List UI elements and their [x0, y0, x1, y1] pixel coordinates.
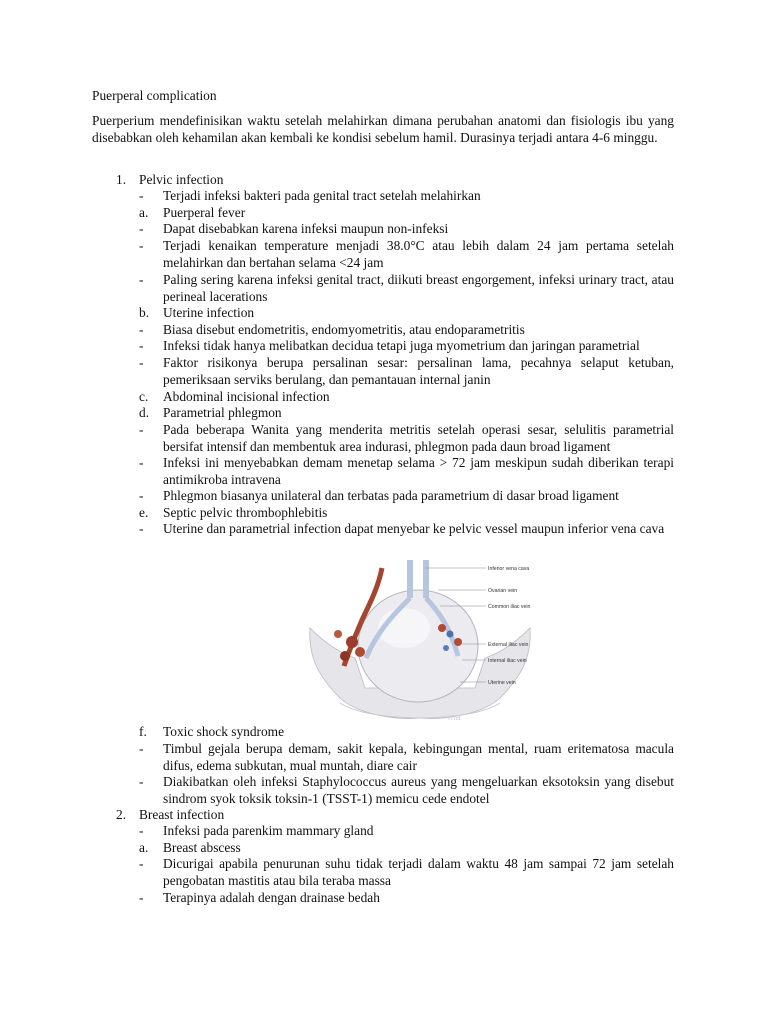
figure-label: Internal iliac vein — [488, 658, 527, 664]
bullet-dash: - — [139, 338, 144, 353]
bullet-dash: - — [139, 238, 144, 253]
bullet-dash: - — [139, 823, 144, 838]
bullet-text: Infeksi pada parenkim mammary gland — [163, 823, 374, 838]
subsection-mark: d. — [139, 405, 150, 420]
doc-title: Puerperal complication — [92, 88, 217, 103]
bullet-text: Infeksi tidak hanya melibatkan decidua tetapi juga myometrium dan jaringan parametrial — [163, 338, 640, 353]
bullet-dash: - — [139, 221, 144, 236]
section-title: Pelvic infection — [139, 172, 224, 187]
bullet-text: Paling sering karena infeksi genital tract, diikuti breast engorgement, infeksi urinary tract, atau perineal lacerations — [163, 272, 674, 304]
subsection-mark: b. — [139, 305, 150, 320]
figure-label: External iliac vein — [488, 642, 529, 648]
intro-paragraph: Puerperium mendefinisikan waktu setelah melahirkan dimana perubahan anatomi dan fisiologis ibu yang disebabkan oleh kehamilan akan kembali ke kondisi sebelum hamil. Durasinya terjadi antara 4-6 minggu. — [92, 113, 674, 145]
subsection-title: Puerperal fever — [163, 205, 246, 220]
bullet-dash: - — [139, 355, 144, 370]
bullet-text: Pada beberapa Wanita yang menderita metritis setelah operasi sesar, selulitis parametrial bersifat intensif dan membentuk area indurasi, phlegmon pada daun broad ligament — [163, 422, 674, 454]
bullet-dash: - — [139, 741, 144, 756]
figure-label: Inferior vena cava — [488, 566, 530, 572]
bullet-dash: - — [139, 856, 144, 871]
subsection-mark: a. — [139, 205, 149, 220]
section-number: 2. — [116, 807, 127, 822]
bullet-text: Faktor risikonya berupa persalinan sesar: persalinan lama, pecahnya selaput ketuban, pemeriksaan serviks berulang, dan pemantauan internal janin — [163, 355, 674, 387]
bullet-text: Terapinya adalah dengan drainase bedah — [163, 890, 380, 905]
subsection-title: Toxic shock syndrome — [163, 724, 285, 739]
subsection-title: Breast abscess — [163, 840, 241, 855]
bullet-dash: - — [139, 188, 144, 203]
bullet-text: Dicurigai apabila penurunan suhu tidak terjadi dalam waktu 48 jam sampai 72 jam setelah pengobatan mastitis atau bila teraba massa — [163, 856, 674, 888]
bullet-dash: - — [139, 774, 144, 789]
figure-label: Uterine vein — [488, 680, 516, 686]
subsection-mark: e. — [139, 505, 149, 520]
bullet-dash: - — [139, 890, 144, 905]
bullet-text: Biasa disebut endometritis, endomyometritis, atau endoparametritis — [163, 322, 525, 337]
pelvic-veins-illustration — [300, 558, 540, 724]
bullet-dash: - — [139, 488, 144, 503]
section-number: 1. — [116, 172, 127, 187]
bullet-text: Dapat disebabkan karena infeksi maupun non-infeksi — [163, 221, 449, 236]
subsection-mark: c. — [139, 389, 149, 404]
subsection-title: Parametrial phlegmon — [163, 405, 282, 420]
bullet-text: Terjadi infeksi bakteri pada genital tract setelah melahirkan — [163, 188, 481, 203]
subsection-title: Uterine infection — [163, 305, 255, 320]
subsection-mark: a. — [139, 840, 149, 855]
bullet-dash: - — [139, 422, 144, 437]
bullet-dash: - — [139, 272, 144, 287]
figure-watermark: ma — [448, 712, 461, 722]
subsection-mark: f. — [139, 724, 147, 739]
bullet-text: Diakibatkan oleh infeksi Staphylococcus aureus yang mengeluarkan eksotoksin yang disebut sindrom syok toksik toksin-1 (TSST-1) memicu cede endotel — [163, 774, 674, 806]
bullet-text: Uterine dan parametrial infection dapat menyebar ke pelvic vessel maupun inferior vena cava — [163, 521, 665, 536]
bullet-text: Infeksi ini menyebabkan demam menetap selama > 72 jam meskipun sudah diberikan terapi antimikroba intravena — [163, 455, 674, 487]
bullet-dash: - — [139, 322, 144, 337]
bullet-dash: - — [139, 521, 144, 536]
figure-label: Common iliac vein — [488, 604, 531, 610]
section-title: Breast infection — [139, 807, 225, 822]
bullet-text: Phlegmon biasanya unilateral dan terbatas pada parametrium di dasar broad ligament — [163, 488, 619, 503]
figure-label: Ovarian vein — [488, 588, 518, 594]
subsection-title: Abdominal incisional infection — [163, 389, 330, 404]
bullet-text: Timbul gejala berupa demam, sakit kepala, kebingungan mental, ruam eritematosa macula difus, edema subkutan, mual muntah, diare cair — [163, 741, 674, 773]
subsection-title: Septic pelvic thrombophlebitis — [163, 505, 328, 520]
bullet-text: Terjadi kenaikan temperature menjadi 38.0°C atau lebih dalam 24 jam pertama setelah melahirkan dan bertahan selama <24 jam — [163, 238, 674, 270]
bullet-dash: - — [139, 455, 144, 470]
